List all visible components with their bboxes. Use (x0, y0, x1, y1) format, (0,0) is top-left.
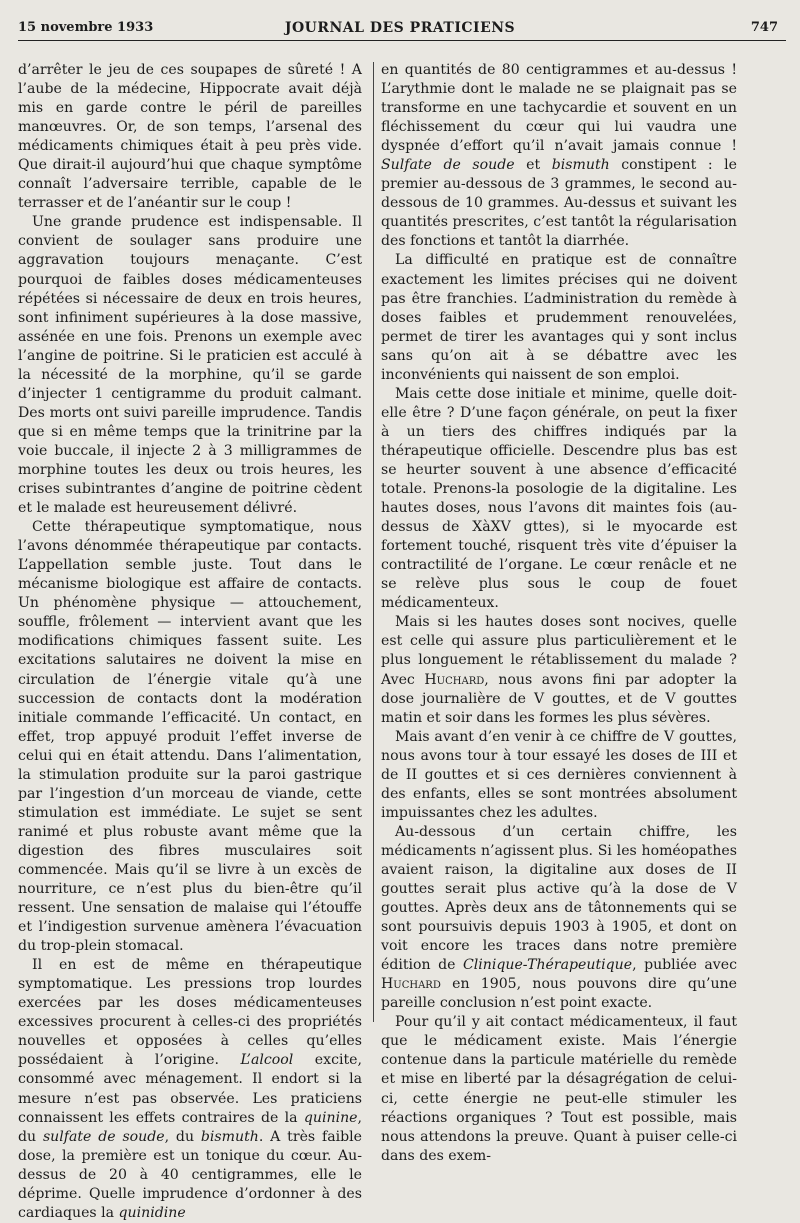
paragraph: Cette thérapeutique symptomatique, nous l’avons dénommée thérapeutique par contacts. L’appellation semble juste. Tout dans le mécanisme biologique est affaire de contacts. Un phénomène physique — attouchement, souffle, frôlement — intervient avant que les modifications chimiques fassent suite. Les excitations salutaires ne doivent la mise en circulation de l’énergie vitale qu’à une succession de contacts dont la modération initiale commande l’efficacité. Un contact, en effet, trop appuyé produit l’effet inverse de celui qui en était attendu. Dans l’alimentation, la stimulation produite sur la paroi gastrique par l’ingestion d’un morceau de viande, cette stimulation est immédiate. Le sujet se sent ranimé et plus robuste avant même que la digestion des fibres musculaires soit commencée. Mais qu’il se livre à un excès de nourriture, ce n’est plus du bien-être qu’il ressent. Une sensation de malaise qui l’étouffe et l’indigestion survenue amènera l’évacuation du trop-plein stomacal. (18, 519, 362, 955)
italic-term: sulfate de soude (42, 1128, 165, 1145)
paragraph: en quantités de 80 centigrammes et au-dessus ! L’arythmie dont le malade ne se plaignait pas se transforme en une tachycardie et souvent en un fléchissement du cœur qui lui vaudra une dyspnée d’effort qu’il n’avait jamais connue ! Sulfate de soude et bismuth constipent : le premier au-dessous de 3 grammes, le second au-dessous de 10 grammes. Au-dessus et suivant les quantités prescrites, c’est tantôt la régularisation des fonctions et tantôt la diarrhée. (381, 62, 738, 250)
italic-term: quinine (303, 1109, 358, 1126)
header-rule (18, 40, 786, 41)
right-column (381, 61, 737, 1166)
italic-term: L’alcool (240, 1052, 294, 1069)
italic-term: Clinique-Thérapeutique (462, 957, 633, 974)
italic-term: quinidine (118, 1204, 186, 1221)
journal-title: JOURNAL DES PRATICIENS (284, 20, 516, 36)
running-header (0, 14, 800, 40)
paragraph: Pour qu’il y ait contact médicamenteux, il faut que le médicament existe. Mais l’énergie contenue dans la particule matérielle du remède et mise en liberté par la désagrégation de celui-ci, cette énergie ne peut-elle stimuler les réactions organiques ? Tout est possible, mais nous attendons la preuve. Quant à puiser celle-ci dans des exem- (381, 1014, 737, 1164)
paragraph: La difficulté en pratique est de connaître exactement les limites précises qui ne doivent pas être franchies. L’administration du remède à doses faibles et prudemment renouvelées, permet de tirer les avantages qui y sont inclus sans qu’on ait à se débattre avec les inconvénients qui naissent de son emploi. (381, 252, 737, 383)
italic-term: bismuth (200, 1128, 259, 1145)
header-date: 15 novembre 1933 (18, 20, 154, 35)
paragraph: Mais si les hautes doses sont nocives, quelle est celle qui assure plus particulièrement et le plus longuement le rétablissement du malade ? Avec Huchard, nous avons fini par adopter la dose journalière de V gouttes, et de V gouttes matin et soir dans les formes les plus sévères. (381, 614, 737, 726)
page-number: 747 (750, 20, 778, 35)
paragraph: Au-dessous d’un certain chiffre, les médicaments n’agissent plus. Si les homéopathes avaient raison, la digitaline aux doses de II gouttes serait plus active qu’à la dose de V gouttes. Après deux ans de tâtonnements qui se sont poursuivis depuis 1903 à 1905, et dont on voit encore les traces dans notre première édition de Clinique-Thérapeutique, publiée avec Huchard en 1905, nous pouvons dire qu’une pareille conclusion n’est point exacte. (381, 823, 737, 1012)
italic-term: bismuth (551, 157, 610, 174)
paragraph: Mais avant d’en venir à ce chiffre de V gouttes, nous avons tour à tour essayé les doses de III et de II gouttes et si ces dernières conviennent à des enfants, elles se sont montrées absolument impuissantes chez les adultes. (381, 728, 737, 821)
author-name: Huchard (424, 671, 485, 688)
italic-term: Sulfate de soude (381, 157, 515, 174)
column-divider (373, 62, 374, 1022)
paragraph: Une grande prudence est indispensable. Il convient de soulager sans produire une aggravation toujours menaçante. C’est pourquoi de faibles doses médicamenteuses répétées si nécessaire de deux en trois heures, sont infiniment supérieures à la dose massive, assénée en une fois. Prenons un exemple avec l’angine de poitrine. Si le praticien est acculé à la nécessité de la morphine, qu’il se garde d’injecter 1 centigramme du produit calmant. Des morts ont suivi pareille imprudence. Tandis que si en même temps que la trinitrine par la voie buccale, il injecte 2 à 3 milligrammes de morphine toutes les deux ou trois heures, les crises subintrantes d’angine de poitrine cèdent et le malade est heureusement délivré. (18, 214, 362, 517)
left-column (18, 61, 362, 1223)
paragraph: d’arrêter le jeu de ces soupapes de sûreté ! A l’aube de la médecine, Hippocrate avait déjà mis en garde contre le péril de pareilles manœuvres. Or, de son temps, l’arsenal des médicaments chimiques était à peu près vide. Que dirait-il aujourd’hui que chaque symptôme connaît l’adversaire terrible, capable de le terrasser et de l’anéantir sur le coup ! (18, 62, 362, 212)
author-name: Huchard (381, 976, 441, 993)
paragraph: Il en est de même en thérapeutique symptomatique. Les pressions trop lourdes exercées par les doses médicamenteuses excessives procurent à celles-ci des propriétés nouvelles et opposées à celles qu’elles possédaient à l’origine. L’alcool excite, consommé avec ménagement. Il endort si la mesure n’est pas observée. Les praticiens connaissent les effets contraires de la quinine, du sulfate de soude, du bismuth. A très faible dose, la première est un tonique du cœur. Au-dessus de 20 à 40 centigrammes, elle le déprime. Quelle imprudence d’ordonner à des cardiaques la quinidine (18, 957, 362, 1221)
paragraph: Mais cette dose initiale et minime, quelle doit-elle être ? D’une façon générale, on peut la fixer à un tiers des chiffres indiqués par la thérapeutique officielle. Descendre plus bas est se heurter souvent à une absence d’efficacité totale. Prenons-la posologie de la digitaline. Les hautes doses, nous l’avons dit maintes fois (au-dessus de XàXV gttes), si le myocarde est fortement touché, risquent très vite d’épuiser la contractilité de l’organe. Le cœur renâcle et ne se relève plus sous le coup de fouet médicamenteux. (381, 385, 737, 612)
